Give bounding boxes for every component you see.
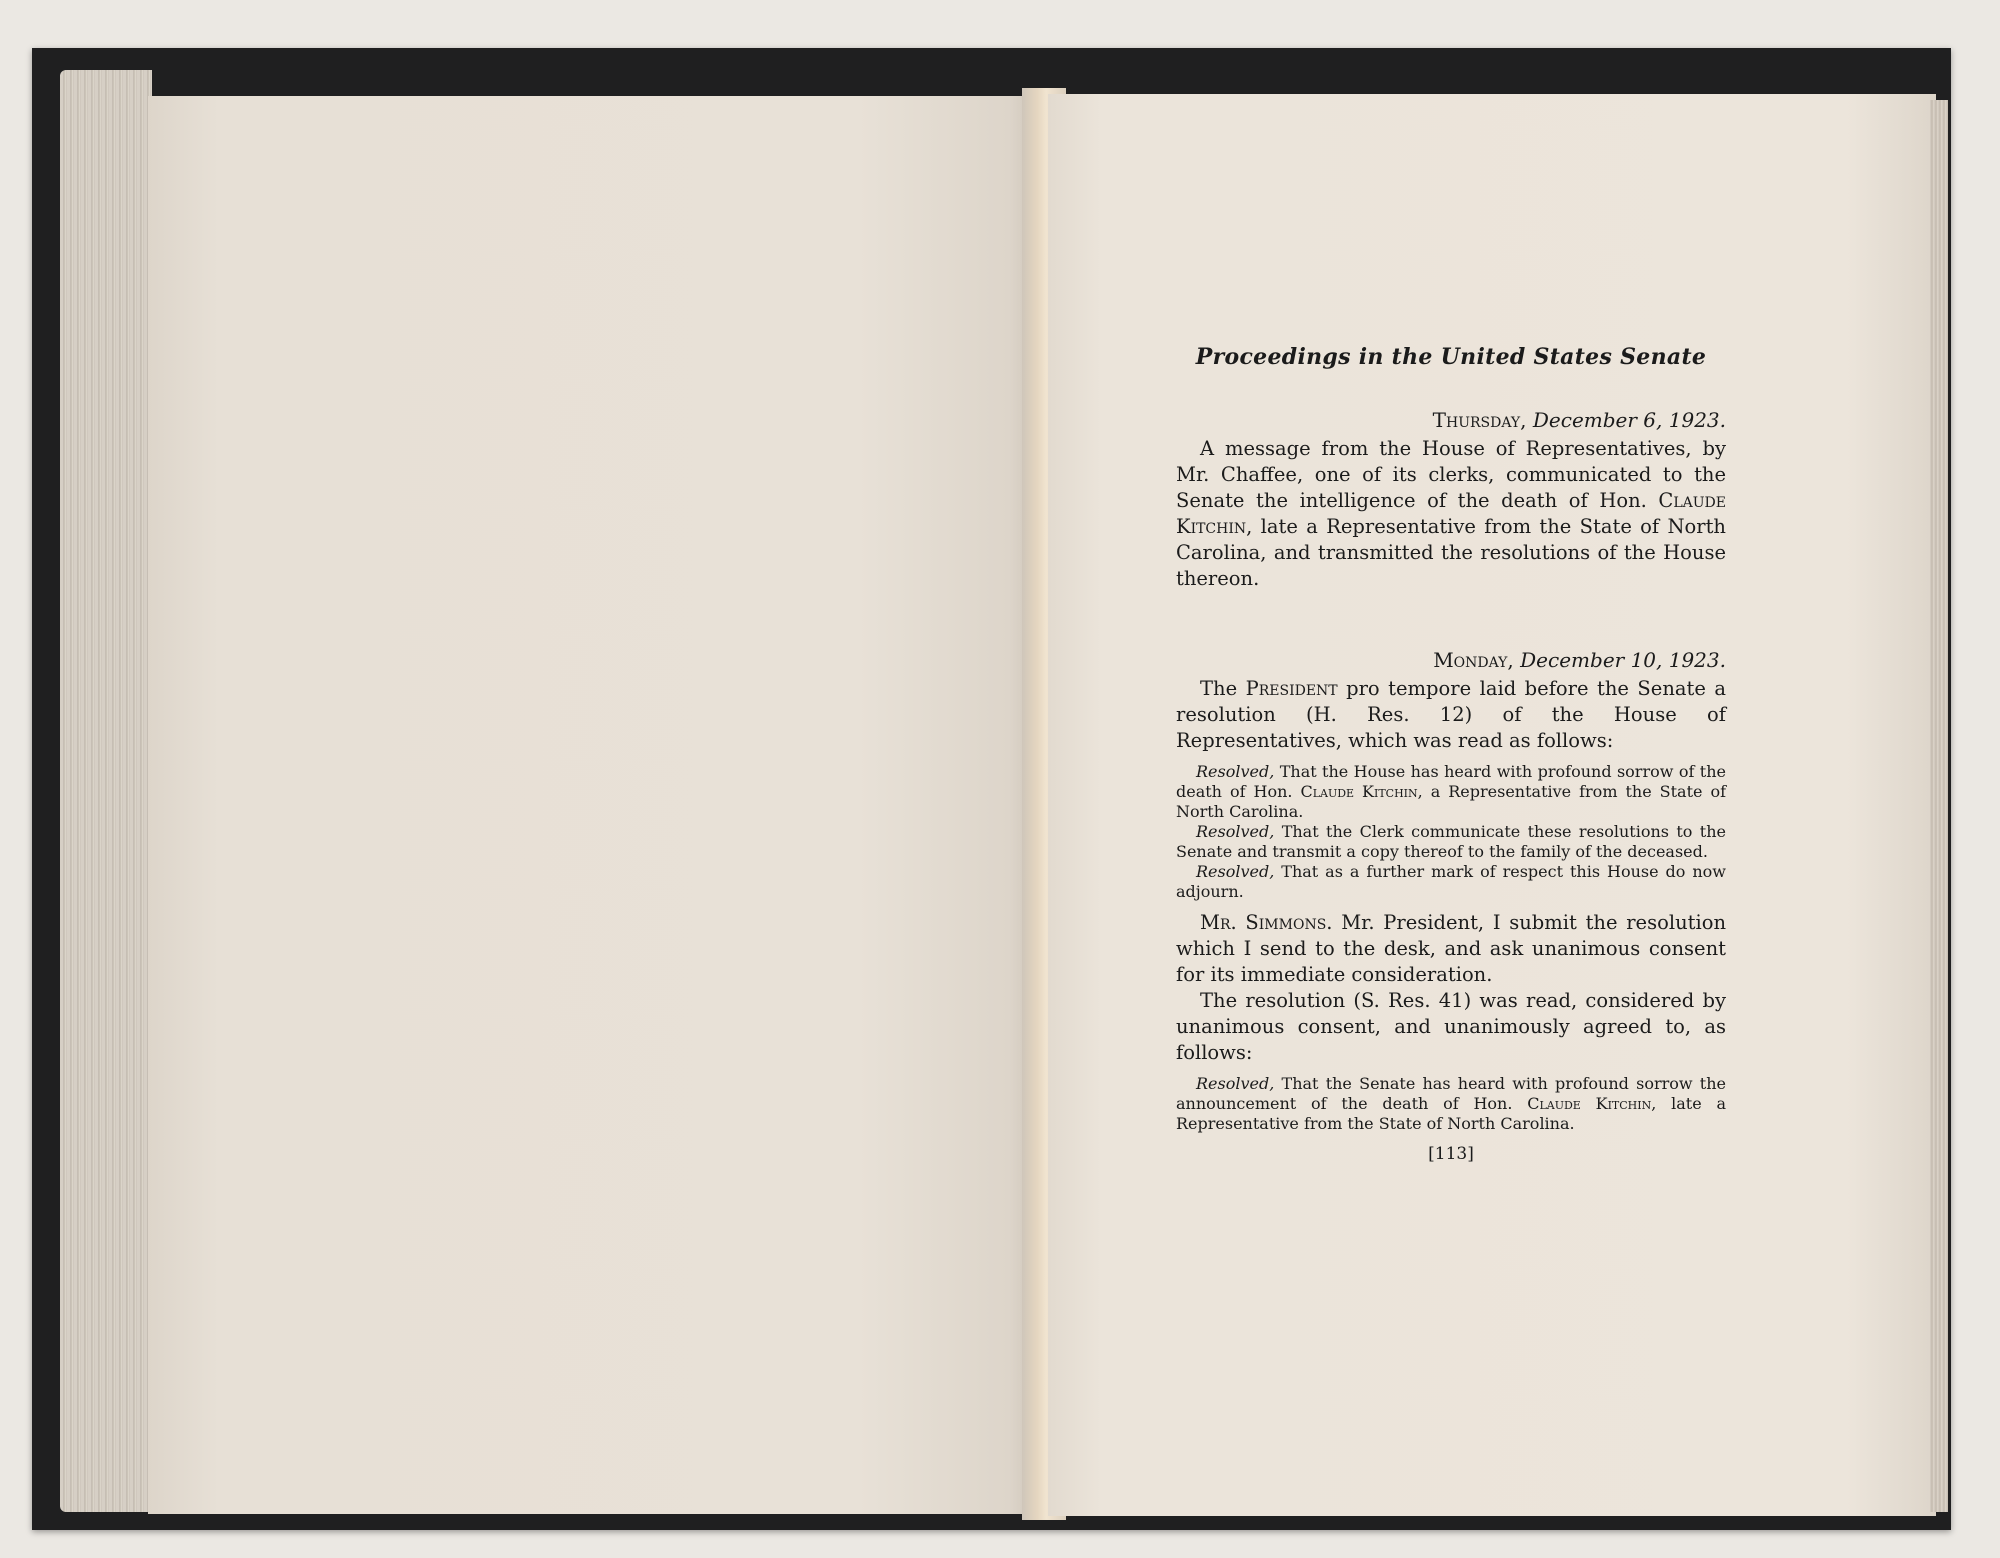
dateline-day: Thursday,	[1432, 408, 1527, 432]
paragraph-president	[1176, 676, 1726, 754]
paragraph-house-message	[1176, 436, 1726, 592]
text-run: , late a Representative from the State of North Carolina.	[1176, 1094, 1727, 1133]
name-claude-kitchin: Claude Kitchin	[1300, 782, 1418, 801]
resolved-lead: Resolved,	[1196, 762, 1275, 781]
house-resolution-2	[1176, 822, 1726, 862]
resolved-lead: Resolved,	[1196, 1074, 1275, 1093]
house-resolution-3	[1176, 862, 1726, 902]
page-number: [113]	[1428, 1144, 1474, 1164]
resolved-lead: Resolved,	[1196, 862, 1275, 881]
house-resolution-1	[1176, 762, 1726, 822]
running-title: Proceedings in the United States Senate	[1195, 344, 1707, 370]
text-run: The	[1200, 677, 1246, 700]
text-run: , a Representative from the State of North Carolina.	[1176, 782, 1727, 821]
senate-resolution	[1176, 1074, 1726, 1134]
text-run: That the House has heard with profound sorrow of the death of Hon.	[1176, 762, 1726, 801]
text-run: pro tempore laid before the Senate a resolution (H. Res. 12) of the House of Representatives, which was read as follows:	[1176, 677, 1726, 752]
name-claude-kitchin: Claude Kitchin	[1527, 1094, 1652, 1113]
name-claude-kitchin: Claude Kitchin	[1176, 489, 1726, 538]
text-run: A message from the House of Representatives, by Mr. Chaffee, one of its clerks, communicated to the Senate the intelligence of the death of Hon.	[1176, 437, 1726, 512]
name-president: President	[1245, 677, 1338, 700]
text-run: Mr. President, I submit the resolution which I send to the desk, and ask unanimous consent for its immediate consideration.	[1176, 911, 1726, 986]
text-run: That the Clerk communicate these resolutions to the Senate and transmit a copy thereof to the family of the deceased.	[1176, 822, 1726, 861]
dateline-monday	[1176, 648, 1726, 672]
dateline-thursday	[1176, 408, 1726, 432]
paragraph-senate-adoption: The resolution (S. Res. 41) was read, considered by unanimous consent, and unanimously agreed to, as follows:	[1176, 989, 1726, 1064]
paragraph-simmons	[1176, 910, 1726, 988]
page-text	[1176, 344, 1726, 1164]
resolved-lead: Resolved,	[1196, 822, 1275, 841]
text-run: , late a Representative from the State of North Carolina, and transmitted the resolutions of the House thereon.	[1176, 515, 1726, 590]
page-edges-left	[60, 70, 152, 1512]
text-run: That as a further mark of respect this House do now adjourn.	[1176, 862, 1726, 901]
text-run: That the Senate has heard with profound sorrow the announcement of the death of Hon.	[1176, 1074, 1726, 1113]
page-edges-right	[1930, 100, 1948, 1512]
speaker-simmons: Mr. Simmons.	[1200, 911, 1333, 934]
left-page-blank	[148, 96, 1036, 1514]
dateline-day: Monday,	[1433, 648, 1514, 672]
dateline-date: December 6, 1923.	[1532, 408, 1726, 432]
dateline-date: December 10, 1923.	[1520, 648, 1726, 672]
